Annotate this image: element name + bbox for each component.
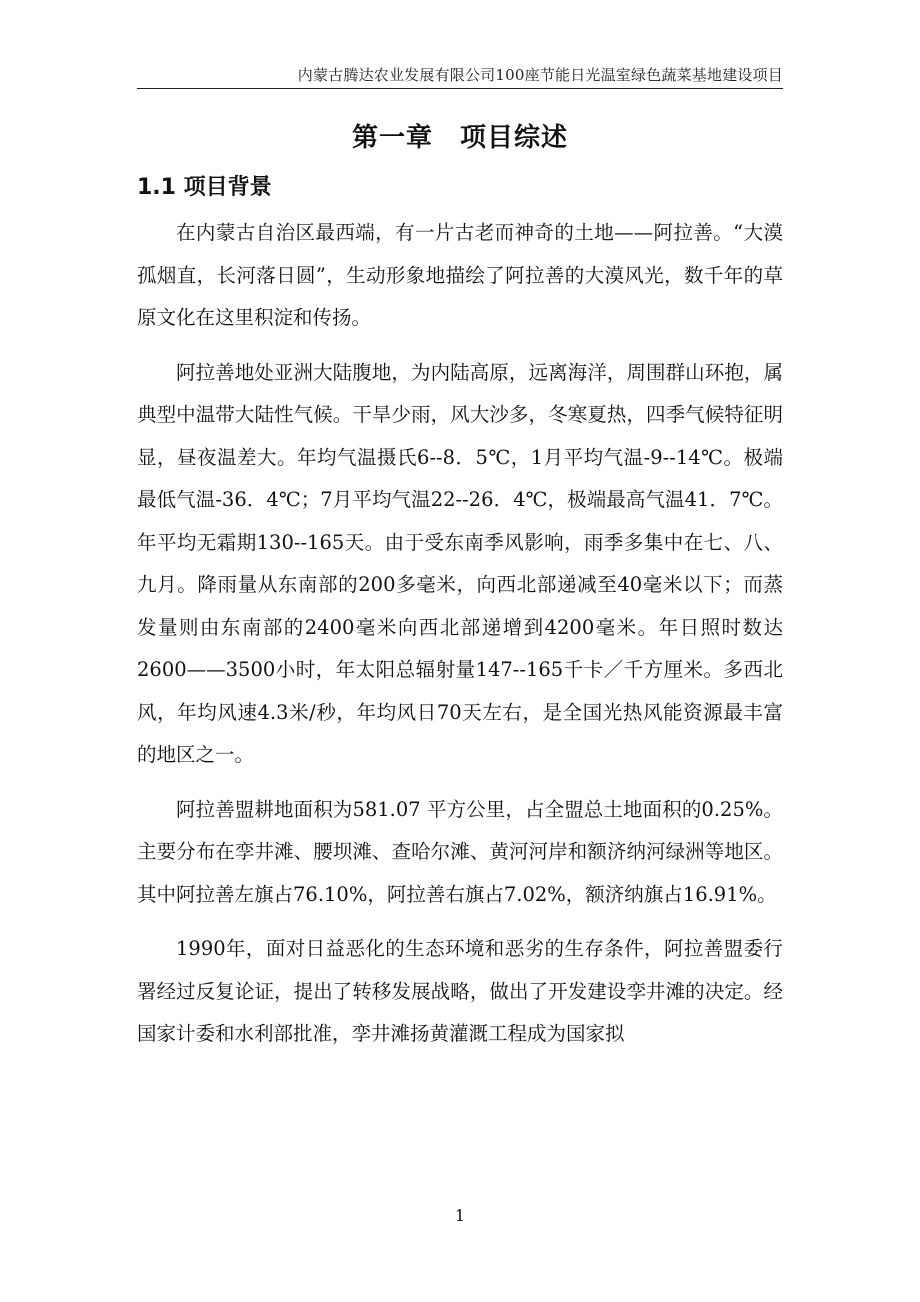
section-title: 1.1 项目背景 [137,175,272,200]
paragraph: 在内蒙古自治区最西端，有一片古老而神奇的土地——阿拉善。“大漠孤烟直，长河落日圆”，生动形象地描绘了阿拉善的大漠风光，数千年的草原文化在这里积淀和传扬。 [137,221,783,329]
chapter-title: 第一章 项目综述 [351,123,568,153]
header-divider [137,88,783,89]
body-text [137,212,783,1068]
paragraph: 阿拉善地处亚洲大陆腹地，为内陆高原，远离海洋，周围群山环抱，属典型中温带大陆性气候。干旱少雨，风大沙多，冬寒夏热，四季气候特征明显，昼夜温差大。年均气温摄氏6--8．5℃，1月平均气温-9--14℃。极端最低气温-36．4℃；7月平均气温22--26．4℃，极端最高气温41．7℃。年平均无霜期130--165天。由于受东南季风影响，雨季多集中在七、八、九月。降雨量从东南部的200多毫米，向西北部递减至40毫米以下；而蒸发量则由东南部的2400毫米向西北部递增到4200毫米。年日照时数达2600——3500小时，年太阳总辐射量147--165千卡／千方厘米。多西北风，年均风速4.3米/秒，年均风日70天左右，是全国光热风能资源最丰富的地区之一。 [137,360,783,766]
paragraph: 1990年，面对日益恶化的生态环境和恶劣的生存条件，阿拉善盟委行署经过反复论证，提出了转移发展战略，做出了开发建设孪井滩的决定。经国家计委和水利部批准，孪井滩扬黄灌溉工程成为国家拟 [137,937,783,1045]
page-number: 1 [454,1206,466,1225]
running-header: 内蒙古腾达农业发展有限公司100座节能日光温室绿色蔬菜基地建设项目 [297,66,783,84]
paragraph: 阿拉善盟耕地面积为581.07 平方公里，占全盟总土地面积的0.25%。主要分布在孪井滩、腰坝滩、查哈尔滩、黄河河岸和额济纳河绿洲等地区。其中阿拉善左旗占76.10%，阿拉善右旗占7.02%，额济纳旗占16.91%。 [137,797,783,906]
